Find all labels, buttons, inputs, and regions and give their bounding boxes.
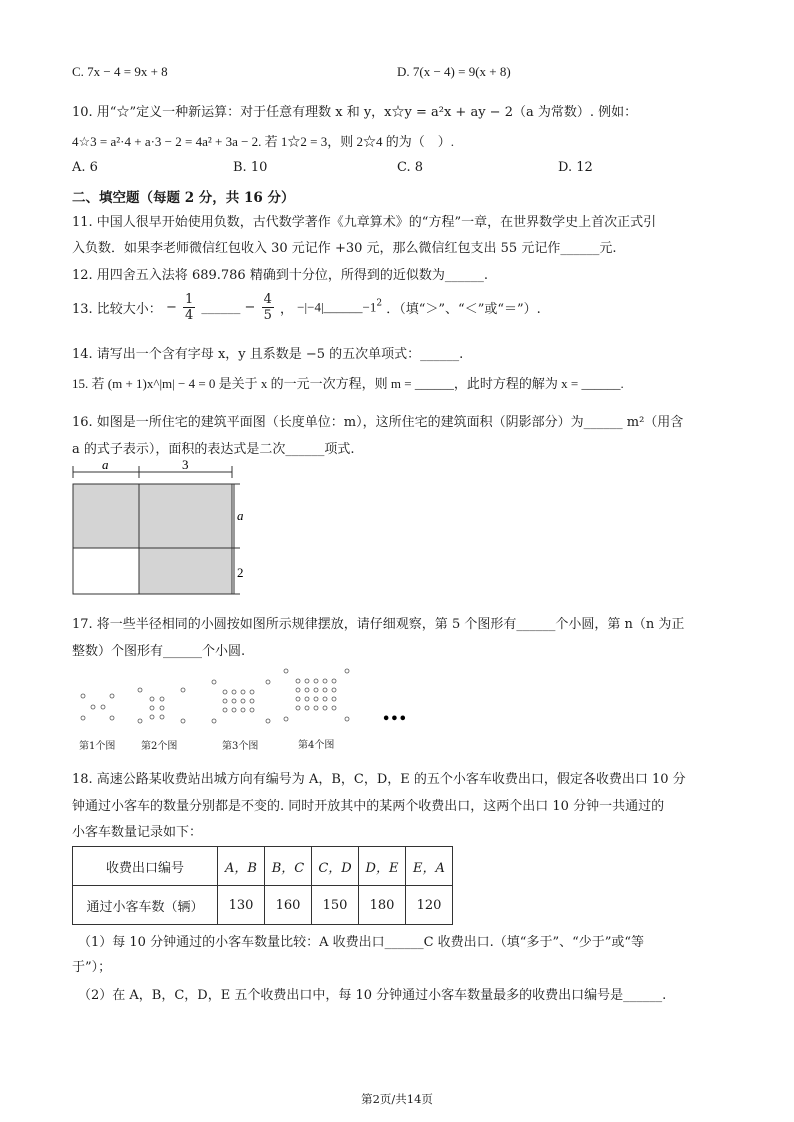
caption-figure-4: 第4个图 [298,740,335,751]
table-cell: 120 [406,886,453,925]
circle-pattern-figure [72,665,412,735]
table-cell: 130 [218,886,265,925]
table-header-cell: 收费出口编号 [73,847,218,886]
q9-option-c: C. 7x − 4 = 9x + 8 [72,64,168,79]
q16-line2: a 的式子表示），面积的表达式是二次______项式. [72,442,355,457]
section-heading: 二、填空题（每题 2 分，共 16 分） [72,190,295,206]
q18-line1: 18. 高速公路某收费站出城方向有编号为 A，B，C，D，E 的五个小客车收费出口，假定各收费出口 10 分 [72,772,686,787]
table-header-cell: D，E [359,847,406,886]
room-bottom-right-shaded [139,548,232,594]
table-cell: 通过小客车数（辆） [73,886,218,925]
table-header-cell: C，D [312,847,359,886]
q13-middle: −|−4|______−1 [297,299,377,315]
q17-line1: 17. 将一些半径相同的小圆按如图所示规律摆放，请仔细观察，第 5 个图形有______个小圆，第 n（n 为正 [72,617,685,632]
q13-fraction-1: $\frac{1}{4}$ [185,292,194,323]
q14-text: 14. 请写出一个含有字母 x，y 且系数是 −5 的五次单项式：______. [72,347,464,362]
q13-suffix: ．（填“＞”、“＜”或“＝”）. [386,302,541,317]
table-header-cell: B，C [265,847,312,886]
table-header-cell: A，B [218,847,265,886]
pattern-figure-1 [81,694,114,720]
q9-option-d: D. 7(x − 4) = 9(x + 8) [397,64,511,79]
q18-line2: 钟通过小客车的数量分别都是不变的. 同时开放其中的某两个收费出口，这两个出口 10 分钟一共通过的 [72,799,665,814]
label-top-a: a [102,460,109,472]
q13-fraction-2: $\frac{4}{5}$ [263,292,272,323]
q15-text: 15. 若 (m + 1)x^|m| − 4 = 0 是关于 x 的一元一次方程，则 m = ______，此时方程的解为 x = ______. [72,376,624,391]
floor-plan-figure [64,460,254,610]
toll-data-table [72,846,453,925]
pattern-figure-2 [138,688,185,723]
label-right-a: a [237,508,244,523]
table-cell: 150 [312,886,359,925]
q10-line1: 10. 用“☆”定义一种新运算：对于任意有理数 x 和 y，x☆y = a²x + ay − 2（a 为常数）. 例如： [72,105,638,120]
table-cell: 160 [265,886,312,925]
label-right-2: 2 [237,565,244,580]
label-top-3: 3 [182,460,189,472]
q18-sub1-line1: （1）每 10 分钟通过的小客车数量比较：A 收费出口______C 收费出口.（填“多于”、“少于”或“等 [78,935,645,950]
q11-line1: 11. 中国人很早开始使用负数，古代数学著作《九章算术》的“方程”一章，在世界数学史上首次正式引 [72,215,657,230]
caption-figure-1: 第1个图 [79,741,116,752]
q13-prefix: 13. 比较大小： [72,302,162,317]
q10-option-a: A. 6 [72,160,98,175]
caption-figure-2: 第2个图 [141,741,178,752]
q10-option-c: C. 8 [397,160,424,175]
q10-option-d: D. 12 [558,160,593,175]
room-bottom-left [73,548,139,594]
table-row [73,847,453,886]
q16-line1: 16. 如图是一所住宅的建筑平面图（长度单位：m），这所住宅的建筑面积（阴影部分）为______ m²（用含 [72,415,684,430]
pattern-ellipsis: ••• [382,712,407,727]
room-top-right-shaded [139,484,232,548]
q10-line2: 4☆3 = a²·4 + a·3 − 2 = 4a² + 3a − 2. 若 1☆2 = 3，则 2☆4 的为（ ）. [72,134,455,149]
q13-text: 13. 比较大小： − $\frac{1}{4}$ ______ − $\frac{4}{5}$ ， $-|-4|\_\_\_\_\_\_-1^2$ ．（填“＞”、“＜”或“＝”）. [72,292,541,323]
table-cell: 180 [359,886,406,925]
pattern-figure-3 [212,680,270,723]
q11-line2: 入负数．如果李老师微信红包收入 30 元记作 +30 元，那么微信红包支出 55 元记作______元. [72,241,617,256]
pattern-figure-4 [284,669,349,721]
q18-line3: 小客车数量记录如下： [72,825,203,840]
room-top-left-shaded [73,484,139,548]
q18-sub1-line2: 于”）； [72,960,112,975]
table-header-cell: E，A [406,847,453,886]
q18-sub2: （2）在 A，B，C，D，E 五个收费出口中，每 10 分钟通过小客车数量最多的收费出口编号是______. [78,988,667,1003]
q17-line2: 整数）个图形有______个小圆. [72,644,246,659]
q10-option-b: B. 10 [233,160,268,175]
q12-text: 12. 用四舍五入法将 689.786 精确到十分位，所得到的近似数为______. [72,268,488,283]
caption-figure-3: 第3个图 [222,741,259,752]
page-footer: 第2页/共14页 [361,1092,433,1106]
table-row [73,886,453,925]
